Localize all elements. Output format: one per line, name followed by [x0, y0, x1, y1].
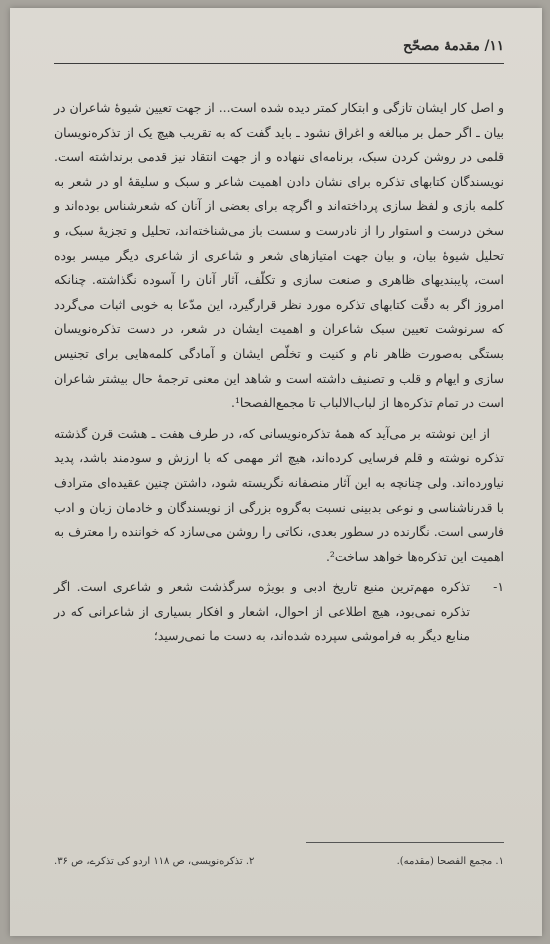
footnotes: [54, 856, 504, 867]
list-item-number: ۱-: [493, 579, 504, 595]
body-text: [54, 96, 504, 649]
paragraph: از این نوشته بر می‌آید که همهٔ تذکره‌نویسانی که، در طرف هفت ـ هشت قرن گذشته تذکره نوشته و قلم فرسایی کرده‌اند، هیچ اثر مهمی که با ارزش و سودمند باشد، پدید نیاورده‌اند. ولی چنانچه به این آثار منصفانه نگریسته شود، داشتن چنین عقیده‌ای مترادف با قدرناشناسی و نوعی بدبینی نسبت به‌گروه بزرگی از نویسندگان و خادمان زبان و ادب فارسی است. نگارنده در سطور بعدی، نکاتی را روشن می‌سازد که خواننده را معترف به اهمیت این تذکره‌ها خواهد ساخت².: [54, 425, 504, 564]
list-item: [54, 575, 504, 649]
footnote: ۲. تذکره‌نویسی، ص ۱۱۸ اردو کی تذکرے، ص ۳۶.: [54, 856, 255, 867]
running-head: ۱۱/ مقدمهٔ مصحّح: [403, 38, 504, 54]
footnote: ۱. مجمع الفصحا (مقدمه).: [396, 856, 504, 867]
book-page: [10, 8, 542, 936]
header-rule: [54, 63, 504, 64]
footnote-rule: [306, 842, 504, 843]
paragraph: و اصل کار ایشان تازگی و ابتکار کمتر دیده شده است... از جهت تعیین شیوهٔ شاعران در بیان ـ اگر حمل بر مبالغه و اغراق نشود ـ باید گفت که به تقریب هیچ یک از تذکره‌نویسان قلمی در روشن کردن سبک، برنامه‌ای ننهاده و از جهت انتقاد نیز قدمی برنداشته است. نویسندگان کتابهای تذکره برای نشان دادن اهمیت شاعر و سبک و سلیقهٔ او در شعر به کلمه بازی و لفظ سازی پرداخته‌اند و اگرچه برای بعضی از آنان که شعرشناس بوده‌اند و سخن درست و استوار را از نادرست و سست باز می‌شناخته‌اند، تحلیل و تجزیهٔ سبک، و تحلیل شیوهٔ بیان، و بیان جهت امتیازهای شعر و شاعری از شاعری دیگر میسر بوده است، پایبندیهای ظاهری و صنعت سازی و تکلّف، آثار آنان را آسوده نگذاشته. چنانکه امروز اگر به دقّت کتابهای تذکره مورد نظر قرارگیرد، این مدّعا به خوبی اثبات می‌گردد که سرنوشت تعیین سبک شاعران و اهمیت ایشان در شعر، در دست تذکره‌نویسان بستگی به‌صورت ظاهر نام و کنیت و تخلّص ایشان و آمادگی کلمه‌هایی برای تجنیس سازی و ایهام و قلب و تصنیف داشته است و شاهد این معنی ترجمهٔ حال بیشتر شاعران است در تمام تذکره‌ها از لباب‌الالباب تا مجمع‌الفصحا¹.: [54, 100, 504, 411]
list-item-text: تذکره مهم‌ترین منبع تاریخ ادبی و بویژه سرگذشت شعر و شاعری است. اگر تذکره نمی‌بود، هیچ اطلاعی از احوال، اشعار و افکار بسیاری از شاعرانی که در منابع دیگر به فراموشی سپرده شده‌اند، به دست ما نمی‌رسید؛: [54, 579, 470, 644]
